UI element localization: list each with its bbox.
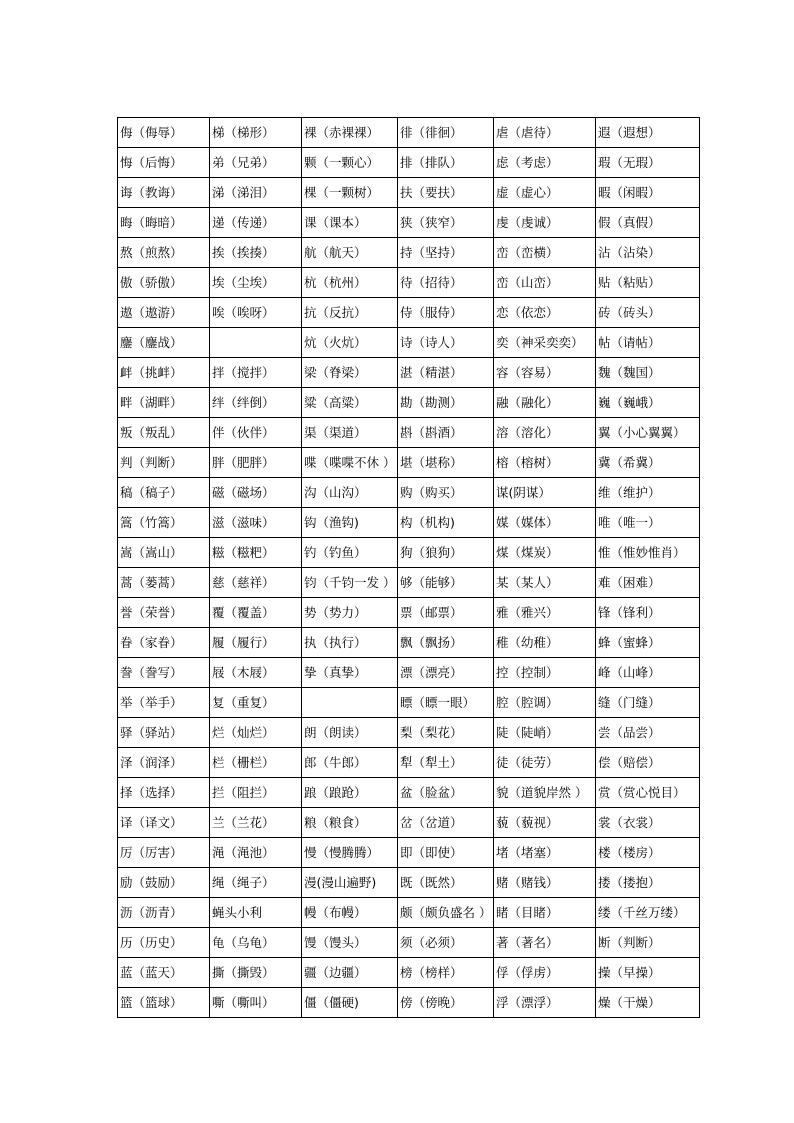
table-cell: 俘（俘虏） — [494, 958, 596, 988]
table-cell: 棵（一颗树） — [302, 178, 398, 208]
table-row — [118, 508, 700, 538]
table-row — [118, 598, 700, 628]
table-cell: 断（判断） — [596, 928, 700, 958]
table-row — [118, 628, 700, 658]
table-cell: 虑（考虑） — [494, 148, 596, 178]
table-row — [118, 448, 700, 478]
table-cell: 裳（衣裳） — [596, 808, 700, 838]
table-cell: 篙（竹篙） — [118, 508, 210, 538]
table-cell: 厉（厉害） — [118, 838, 210, 868]
table-cell: 拦（阻拦） — [210, 778, 302, 808]
table-cell: 履（履行） — [210, 628, 302, 658]
table-cell: 复（重复） — [210, 688, 302, 718]
table-cell: 撕（撕毁） — [210, 958, 302, 988]
table-cell: 僵（僵硬) — [302, 988, 398, 1018]
table-cell: 斟（斟酒） — [398, 418, 494, 448]
table-cell: 唉（唉呀） — [210, 298, 302, 328]
table-cell: 燥（干燥） — [596, 988, 700, 1018]
table-cell: 驿（驿站） — [118, 718, 210, 748]
table-cell: 衅（挑衅） — [118, 358, 210, 388]
table-cell: 粱（高粱） — [302, 388, 398, 418]
table-cell: 馒（馒头） — [302, 928, 398, 958]
table-cell: 瞟（瞟一眼） — [398, 688, 494, 718]
table-cell: 融（融化） — [494, 388, 596, 418]
table-cell: 购（购买） — [398, 478, 494, 508]
table-cell: 傍（傍晚） — [398, 988, 494, 1018]
table-cell: 覆（覆盖） — [210, 598, 302, 628]
table-cell: 栏（栅栏） — [210, 748, 302, 778]
table-cell: 徘（徘徊） — [398, 118, 494, 148]
table-row — [118, 328, 700, 358]
table-row — [118, 568, 700, 598]
table-cell: 梁（脊梁） — [302, 358, 398, 388]
table-cell: 锋（锋利） — [596, 598, 700, 628]
table-cell: 稚（幼稚） — [494, 628, 596, 658]
table-cell: 朗（朗读） — [302, 718, 398, 748]
table-cell: 诗（诗人） — [398, 328, 494, 358]
table-cell: 拌（搅拌） — [210, 358, 302, 388]
table-cell: 郎（牛郎） — [302, 748, 398, 778]
table-cell: 狭（狭窄） — [398, 208, 494, 238]
table-row — [118, 958, 700, 988]
table-cell: 狗（狼狗） — [398, 538, 494, 568]
table-cell: 搂（搂抱） — [596, 868, 700, 898]
table-row — [118, 898, 700, 928]
table-cell: 晦（晦暗） — [118, 208, 210, 238]
table-row — [118, 238, 700, 268]
table-cell: 踉（踉跄） — [302, 778, 398, 808]
table-cell: 慢（慢腾腾） — [302, 838, 398, 868]
table-cell: 傲（骄傲） — [118, 268, 210, 298]
table-cell: 溶（溶化） — [494, 418, 596, 448]
table-cell: 颗（一颗心） — [302, 148, 398, 178]
table-cell: 雅（雅兴） — [494, 598, 596, 628]
table-cell: 漂（漂亮） — [398, 658, 494, 688]
table-cell: 飘（飘扬） — [398, 628, 494, 658]
table-cell: 绊（绊倒） — [210, 388, 302, 418]
table-cell: 操（早操） — [596, 958, 700, 988]
table-cell: 陡（陡峭） — [494, 718, 596, 748]
table-cell: 假（真假） — [596, 208, 700, 238]
table-cell: 择（选择） — [118, 778, 210, 808]
table-cell: 糍（糍粑） — [210, 538, 302, 568]
table-cell: 绳（绳子） — [210, 868, 302, 898]
table-cell: 岔（岔道） — [398, 808, 494, 838]
table-cell: 屐（木屐） — [210, 658, 302, 688]
table-cell: 赌（赌钱） — [494, 868, 596, 898]
table-cell: 堵（堵塞） — [494, 838, 596, 868]
table-cell: 虚（虚心） — [494, 178, 596, 208]
table-row — [118, 988, 700, 1018]
table-cell: 持（坚持） — [398, 238, 494, 268]
table-row — [118, 268, 700, 298]
table-cell: 埃（尘埃） — [210, 268, 302, 298]
table-cell: 渑（渑池） — [210, 838, 302, 868]
table-cell: 帖（请帖） — [596, 328, 700, 358]
table-cell: 峦（山峦） — [494, 268, 596, 298]
table-cell: 睹（目睹） — [494, 898, 596, 928]
table-cell: 嵩（嵩山） — [118, 538, 210, 568]
table-row — [118, 658, 700, 688]
table-cell: 既（既然） — [398, 868, 494, 898]
table-cell: 眷（家眷） — [118, 628, 210, 658]
table-cell: 扶（要扶） — [398, 178, 494, 208]
table-cell: 译（译文） — [118, 808, 210, 838]
table-cell: 犁（犁土） — [398, 748, 494, 778]
table-cell: 奕（神采奕奕） — [494, 328, 596, 358]
table-cell: 遨（遨游） — [118, 298, 210, 328]
table-cell: 赏（赏心悦目） — [596, 778, 700, 808]
table-cell: 势（势力） — [302, 598, 398, 628]
table-row — [118, 718, 700, 748]
table-cell: 侮（侮辱） — [118, 118, 210, 148]
table-row — [118, 838, 700, 868]
table-cell: 誉（荣誉） — [118, 598, 210, 628]
table-cell: 粮（粮食） — [302, 808, 398, 838]
table-cell: 虐（虐待） — [494, 118, 596, 148]
table-cell: 腔（腔调） — [494, 688, 596, 718]
table-cell: 誊（誊写） — [118, 658, 210, 688]
table-row — [118, 748, 700, 778]
table-cell: 炕（火炕） — [302, 328, 398, 358]
table-cell: 浮（漂浮） — [494, 988, 596, 1018]
table-cell: 蓝（蓝天） — [118, 958, 210, 988]
table-cell: 沥（沥青） — [118, 898, 210, 928]
table-cell: 湛（精湛） — [398, 358, 494, 388]
table-cell: 幔（布幔） — [302, 898, 398, 928]
table-cell: 须（必须） — [398, 928, 494, 958]
table-cell: 抗（反抗） — [302, 298, 398, 328]
table-cell: 勘（勘测） — [398, 388, 494, 418]
table-row — [118, 148, 700, 178]
table-cell: 蝇头小利 — [210, 898, 302, 928]
table-cell: 胖（肥胖） — [210, 448, 302, 478]
table-cell: 暇（闲暇） — [596, 178, 700, 208]
character-table — [117, 117, 700, 1018]
table-cell: 偿（赔偿） — [596, 748, 700, 778]
table-cell: 遐（遐想） — [596, 118, 700, 148]
table-cell: 巍（巍峨） — [596, 388, 700, 418]
table-cell: 缕（千丝万缕） — [596, 898, 700, 928]
table-cell: 烂（灿烂） — [210, 718, 302, 748]
table-cell: 媒（媒体） — [494, 508, 596, 538]
table-cell: 藐（藐视） — [494, 808, 596, 838]
table-cell: 峦（峦横） — [494, 238, 596, 268]
table-cell: 砖（砖头） — [596, 298, 700, 328]
table-cell: 挚（真挚） — [302, 658, 398, 688]
table-row — [118, 538, 700, 568]
table-cell: 徒（徒劳） — [494, 748, 596, 778]
table-row — [118, 358, 700, 388]
table-cell: 盆（脸盆） — [398, 778, 494, 808]
table-cell: 恋（依恋） — [494, 298, 596, 328]
table-cell: 裸（赤裸裸） — [302, 118, 398, 148]
table-cell: 举（举手） — [118, 688, 210, 718]
table-cell — [210, 328, 302, 358]
table-cell: 挨（挨揍） — [210, 238, 302, 268]
table-cell: 某（某人） — [494, 568, 596, 598]
table-row — [118, 178, 700, 208]
table-cell: 梯（梯形） — [210, 118, 302, 148]
table-cell: 堪（堪称） — [398, 448, 494, 478]
table-cell: 熬（煎熬） — [118, 238, 210, 268]
table-cell: 钧（千钧一发 ） — [302, 568, 398, 598]
table-cell: 畔（湖畔） — [118, 388, 210, 418]
table-cell: 鏖（鏖战） — [118, 328, 210, 358]
table-cell: 貌（道貌岸然 ） — [494, 778, 596, 808]
table-cell: 榜（榜样） — [398, 958, 494, 988]
table-cell: 递（传递） — [210, 208, 302, 238]
table-row — [118, 298, 700, 328]
table-cell: 航（航天） — [302, 238, 398, 268]
table-cell: 排（排队） — [398, 148, 494, 178]
table-row — [118, 208, 700, 238]
table-cell: 伴（伙伴） — [210, 418, 302, 448]
table-row — [118, 388, 700, 418]
table-cell: 课（课本） — [302, 208, 398, 238]
table-cell: 弟（兄弟） — [210, 148, 302, 178]
table-cell: 榕（榕树） — [494, 448, 596, 478]
table-row — [118, 868, 700, 898]
table-cell: 构（机构) — [398, 508, 494, 538]
table-cell: 魏（魏国） — [596, 358, 700, 388]
table-cell: 楼（楼房） — [596, 838, 700, 868]
table-cell: 著（著名） — [494, 928, 596, 958]
table-cell: 慈（慈祥） — [210, 568, 302, 598]
table-row — [118, 688, 700, 718]
table-cell: 历（历史） — [118, 928, 210, 958]
table-cell: 缝（门缝） — [596, 688, 700, 718]
table-row — [118, 928, 700, 958]
table-cell: 虔（虔诚） — [494, 208, 596, 238]
table-cell: 篮（篮球） — [118, 988, 210, 1018]
table-cell: 唯（唯一） — [596, 508, 700, 538]
table-cell: 翼（小心翼翼） — [596, 418, 700, 448]
table-cell: 执（执行） — [302, 628, 398, 658]
table-cell: 悔（后悔） — [118, 148, 210, 178]
table-cell: 判（判断） — [118, 448, 210, 478]
table-cell: 嘶（嘶叫） — [210, 988, 302, 1018]
table-cell: 疆（边疆） — [302, 958, 398, 988]
table-cell: 泽（润泽） — [118, 748, 210, 778]
table-cell: 票（邮票） — [398, 598, 494, 628]
table-cell: 渠（渠道） — [302, 418, 398, 448]
table-cell: 兰（兰花） — [210, 808, 302, 838]
table-cell: 谋(阴谋） — [494, 478, 596, 508]
table-cell: 杭（杭州） — [302, 268, 398, 298]
table-cell: 龟（乌龟） — [210, 928, 302, 958]
table-cell: 颇（颇负盛名 ） — [398, 898, 494, 928]
table-cell: 磁（磁场） — [210, 478, 302, 508]
table-row — [118, 808, 700, 838]
table-row — [118, 118, 700, 148]
table-row — [118, 778, 700, 808]
table-cell: 惟（惟妙惟肖） — [596, 538, 700, 568]
table-cell: 钩（渔钩) — [302, 508, 398, 538]
table-cell: 难（困难） — [596, 568, 700, 598]
table-row — [118, 418, 700, 448]
table-cell: 钓（钓鱼） — [302, 538, 398, 568]
table-cell: 煤（煤炭） — [494, 538, 596, 568]
table-cell: 蒿（蒌蒿） — [118, 568, 210, 598]
table-cell: 容（容易） — [494, 358, 596, 388]
table-cell: 待（招待） — [398, 268, 494, 298]
table-cell: 侍（服侍） — [398, 298, 494, 328]
table-cell: 沾（沾染） — [596, 238, 700, 268]
table-cell: 够（能够） — [398, 568, 494, 598]
table-cell: 控（控制） — [494, 658, 596, 688]
table-cell: 贴（粘贴） — [596, 268, 700, 298]
table-cell: 漫(漫山遍野) — [302, 868, 398, 898]
table-cell: 峰（山峰） — [596, 658, 700, 688]
table-cell: 冀（希冀） — [596, 448, 700, 478]
table-cell — [302, 688, 398, 718]
table-cell: 蜂（蜜蜂） — [596, 628, 700, 658]
table-cell: 尝（品尝） — [596, 718, 700, 748]
table-cell: 涕（涕泪） — [210, 178, 302, 208]
table-cell: 励（鼓励） — [118, 868, 210, 898]
table-cell: 维（维护） — [596, 478, 700, 508]
table-cell: 叛（叛乱） — [118, 418, 210, 448]
table-cell: 瑕（无瑕） — [596, 148, 700, 178]
character-table-body — [118, 118, 700, 1018]
table-cell: 稿（稿子） — [118, 478, 210, 508]
table-row — [118, 478, 700, 508]
table-cell: 梨（梨花） — [398, 718, 494, 748]
table-cell: 滋（滋味） — [210, 508, 302, 538]
table-cell: 沟（山沟） — [302, 478, 398, 508]
table-cell: 诲（教诲） — [118, 178, 210, 208]
table-cell: 喋（喋喋不休 ） — [302, 448, 398, 478]
table-cell: 即（即使） — [398, 838, 494, 868]
